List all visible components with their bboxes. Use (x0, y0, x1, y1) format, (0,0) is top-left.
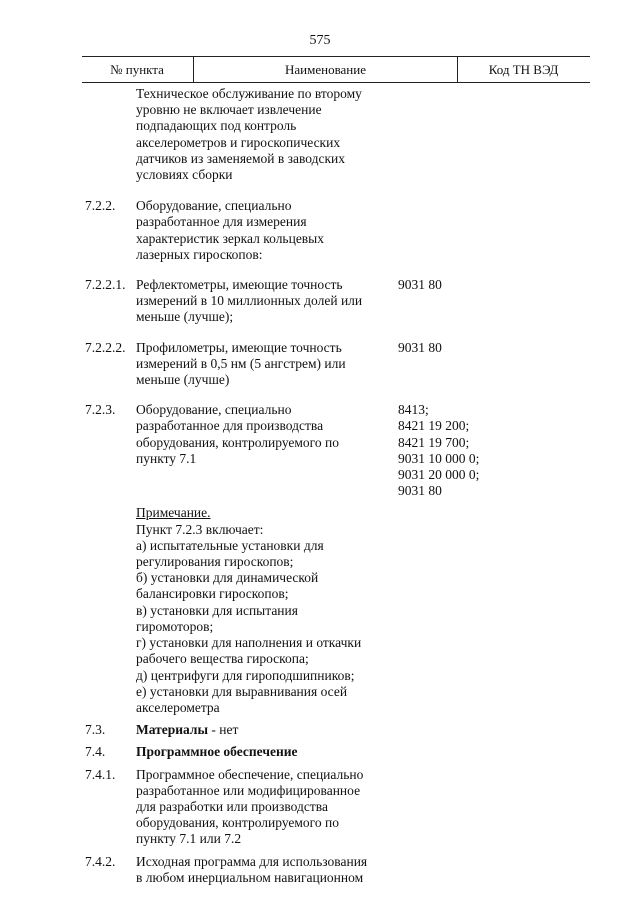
name-line: б) установки для динамической (136, 570, 319, 586)
name-line: пункту 7.1 (136, 450, 197, 466)
code-line: 9031 80 (398, 483, 442, 499)
row-number: 7.2.2. (85, 198, 116, 214)
row-number: 7.2.2.1. (85, 277, 126, 293)
name-line: разработанное для измерения (136, 214, 307, 230)
name-line: в любом инерциальном навигационном (136, 869, 364, 885)
name-line: гиромоторов; (136, 618, 214, 634)
row-number: 7.4.1. (85, 766, 116, 782)
name-line: рабочего вещества гироскопа; (136, 651, 309, 667)
row-name (134, 340, 396, 389)
row-name (134, 744, 396, 760)
table-row (0, 277, 640, 326)
row-number: 7.4. (85, 744, 106, 760)
header-bottom-rule (82, 82, 590, 83)
row-code (396, 86, 556, 183)
table-row (0, 505, 640, 716)
name-line: датчиков из заменяемой в заводских (136, 150, 346, 166)
name-line: Оборудование, специально (136, 402, 292, 418)
table-row (0, 86, 640, 183)
name-line: а) испытательные установки для (136, 537, 324, 553)
header-col-number: № пункта (110, 62, 164, 77)
table-header (82, 56, 590, 84)
name-line: оборудования, контролируемого по (136, 434, 339, 450)
name-line: характеристик зеркал кольцевых (136, 230, 325, 246)
name-line: акселерометров и гироскопических (136, 134, 341, 150)
code-line: 8421 19 700; (398, 434, 470, 450)
row-code (396, 340, 556, 389)
page-number: 575 (309, 33, 331, 48)
note-block (134, 505, 396, 716)
name-line: Техническое обслуживание по второму (136, 86, 362, 101)
row-name (134, 722, 396, 738)
name-line: Оборудование, специально (136, 198, 292, 214)
name-line: меньше (лучше) (136, 372, 230, 388)
name-line: акселерометра (136, 699, 220, 715)
table-row (0, 744, 640, 760)
name-line: е) установки для выравнивания осей (136, 683, 348, 699)
row-name (134, 198, 396, 263)
row-name (134, 277, 396, 326)
name-line: регулирования гироскопов; (136, 554, 294, 570)
table-row (0, 722, 640, 738)
name-line: измерений в 10 миллионных долей или (136, 293, 363, 309)
row-code (396, 198, 556, 263)
name-line: Пункт 7.2.3 включает: (136, 521, 264, 537)
section-heading (136, 722, 396, 738)
row-code (396, 402, 556, 499)
row-name (134, 767, 396, 848)
name-line: подпадающих под контроль (136, 118, 297, 134)
code-line: 9031 80 (398, 277, 442, 293)
row-number: 7.2.2.2. (85, 339, 126, 355)
name-line: д) центрифуги для гироподшипников; (136, 667, 355, 683)
code-line: 9031 20 000 0; (398, 467, 480, 483)
name-line: уровню не включает извлечение (136, 102, 322, 118)
code-line: 9031 10 000 0; (398, 450, 480, 466)
row-number (0, 86, 134, 183)
row-name (134, 86, 396, 183)
name-line: измерений в 0,5 нм (5 ангстрем) или (136, 355, 346, 371)
header-col-name: Наименование (193, 57, 458, 82)
row-name (134, 854, 396, 886)
table-row (0, 767, 640, 848)
name-line: пункту 7.1 или 7.2 (136, 831, 242, 847)
name-line: лазерных гироскопов: (136, 246, 263, 262)
name-line: оборудования, контролируемого по (136, 815, 339, 831)
name-line: меньше (лучше); (136, 309, 234, 325)
code-line: 9031 80 (398, 339, 442, 355)
row-code (396, 854, 556, 886)
name-line: Рефлектометры, имеющие точность (136, 277, 343, 293)
section-suffix: - нет (208, 722, 239, 738)
table-row (0, 402, 640, 499)
row-code (396, 505, 556, 716)
table-row (0, 340, 640, 389)
row-number: 7.2.3. (85, 402, 116, 418)
row-number: 7.4.2. (85, 853, 116, 869)
row-number: 7.3. (85, 722, 106, 738)
code-line: 8413; (398, 402, 429, 418)
row-code (396, 277, 556, 326)
section-title: Программное обеспечение (136, 744, 298, 760)
name-line: Программное обеспечение, специально (136, 766, 364, 782)
code-line: 8421 19 200; (398, 418, 470, 434)
name-line: разработанное или модифицированное (136, 782, 361, 798)
section-title: Материалы (136, 722, 209, 738)
name-line: балансировки гироскопов; (136, 586, 289, 602)
row-code (396, 767, 556, 848)
row-name (134, 402, 396, 499)
row-code (396, 722, 556, 738)
table-row (0, 854, 640, 886)
name-line: Профилометры, имеющие точность (136, 339, 342, 355)
name-line: г) установки для наполнения и откачки (136, 635, 362, 651)
note-title: Примечание. (136, 505, 211, 521)
header-col-code: Код ТН ВЭД (488, 62, 559, 77)
name-line: разработанное для производства (136, 418, 324, 434)
table-body (0, 86, 640, 886)
name-line: в) установки для испытания (136, 602, 298, 618)
row-code (396, 744, 556, 760)
table-row (0, 198, 640, 263)
name-line: Исходная программа для использования (136, 853, 368, 869)
row-number (0, 505, 134, 716)
name-line: условиях сборки (136, 167, 233, 183)
name-line: для разработки или производства (136, 798, 328, 814)
